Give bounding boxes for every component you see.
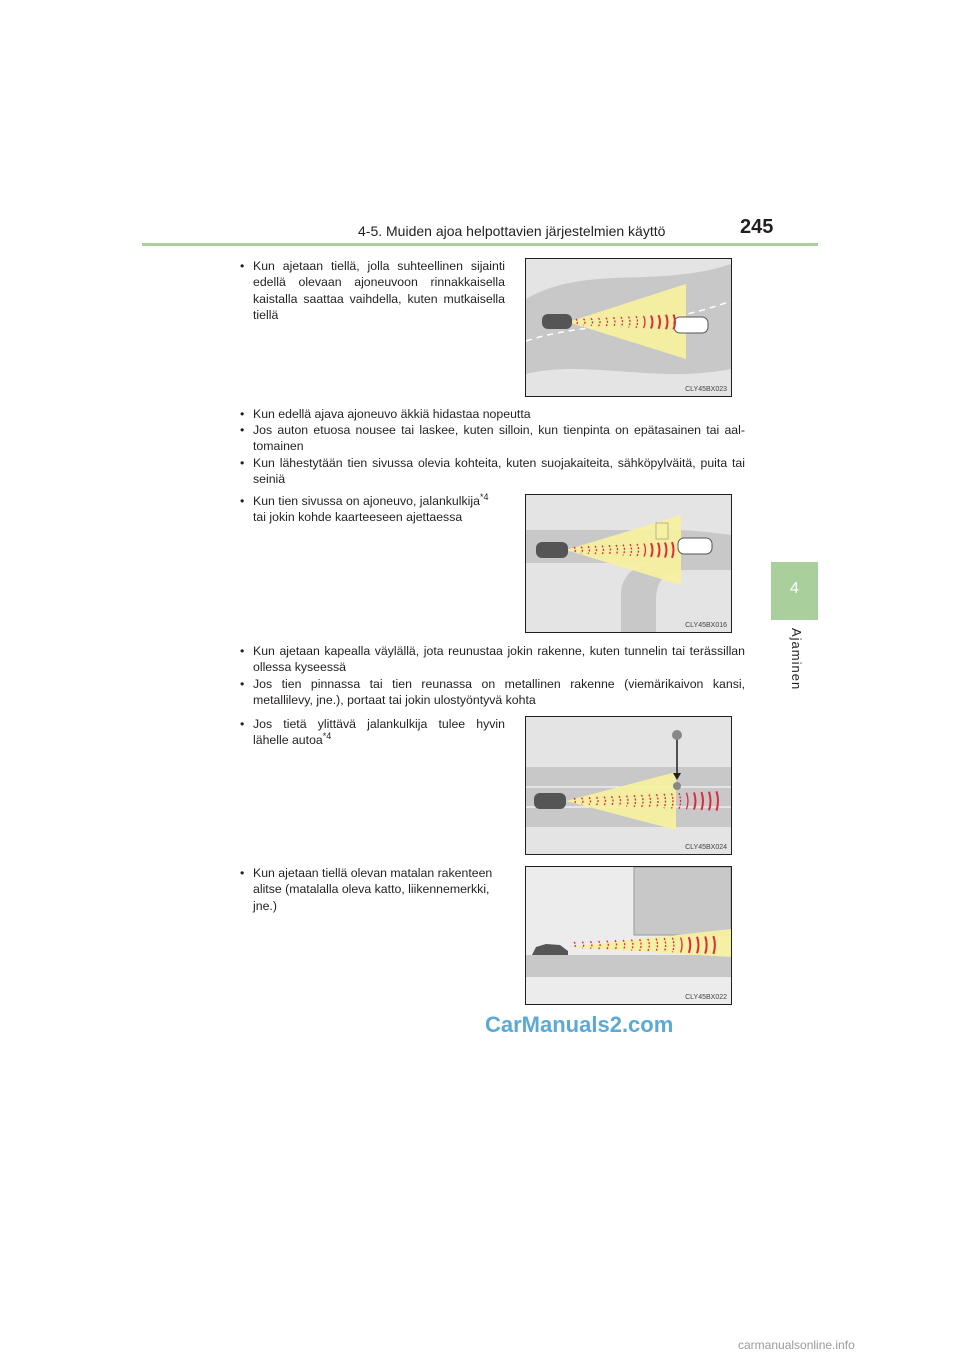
- bullet: •: [240, 644, 245, 658]
- list-item: [240, 258, 505, 323]
- footnote-ref: *4: [322, 731, 332, 742]
- watermark-carmanuals: CarManuals2.com: [485, 1012, 674, 1037]
- section-title: 4-5. Muiden ajoa helpottavien järjestelmien käyttö: [358, 223, 666, 239]
- figure-low-structure: [525, 866, 732, 1005]
- bullet: •: [240, 866, 245, 880]
- figure-code: CLY45BX023: [685, 386, 727, 393]
- bullet: •: [240, 456, 245, 470]
- list-item: [240, 676, 745, 709]
- bullet: •: [240, 494, 245, 508]
- watermark-online: carmanualsonline.info: [738, 1338, 855, 1352]
- list-item-text: Kun ajetaan kapealla väylällä, jota reunustaa jokin rakenne, kuten tunnelin tai terässillan ollessa kyseessä: [253, 644, 745, 675]
- page-number: 245: [740, 216, 774, 238]
- bullet: •: [240, 259, 245, 273]
- header-rule: [142, 243, 818, 246]
- bullet: •: [240, 677, 245, 691]
- footnote-ref: *4: [479, 491, 489, 502]
- list-item-text: Kun lähestytään tien sivussa olevia kohteita, kuten suojakaiteita, sähköpylväitä, puita tai seiniä: [253, 456, 745, 487]
- chapter-number: 4: [790, 580, 799, 597]
- list-item-text: Kun tien sivussa on ajoneuvo, jalankulkija: [253, 494, 480, 508]
- list-item: [240, 493, 505, 526]
- list-item: [240, 865, 505, 914]
- list-item: [240, 455, 745, 488]
- bullet: •: [240, 423, 245, 437]
- list-item-text: Jos tien pinnassa tai tien reunassa on metallinen rakenne (viemärikaivon kansi, metallilevy, jne.), portaat tai jokin ulostyöntyvä kohta: [253, 677, 745, 708]
- list-item: [240, 716, 505, 749]
- figure-code: CLY45BX022: [685, 994, 727, 1001]
- chapter-label: Ajaminen: [789, 628, 804, 691]
- chapter-tab: [771, 562, 818, 620]
- bullet: •: [240, 407, 245, 421]
- list-item: [240, 643, 745, 676]
- figure-curved-road: [525, 258, 732, 397]
- list-item: [240, 422, 745, 455]
- bullet: •: [240, 717, 245, 731]
- list-item-text: Kun ajetaan tiellä, jolla suhteellinen sijainti edellä olevaan ajoneuvoon rinnakkaisella kaistalla saattaa vaihdella, kuten mutkaisella tiellä: [253, 259, 505, 322]
- list-item-text: Kun edellä ajava ajoneuvo äkkiä hidastaa nopeutta: [253, 407, 531, 421]
- list-item: [240, 406, 745, 422]
- figure-pedestrian: [525, 716, 732, 855]
- figure-code: CLY45BX016: [685, 622, 727, 629]
- list-item-text: Jos tietä ylittävä jalankulkija tulee hyvin lähelle autoa: [253, 717, 505, 748]
- list-item-text: Jos auton etuosa nousee tai laskee, kuten silloin, kun tienpinta on epätasainen tai aaltomainen: [253, 423, 745, 454]
- figure-curve-roadside: [525, 494, 732, 633]
- list-item-text: Kun ajetaan tiellä olevan matalan rakenteen alitse (matalalla oleva katto, liikennemerkki, jne.): [253, 866, 493, 913]
- list-item-text-cont: tai jokin kohde kaarteeseen ajettaessa: [253, 510, 463, 525]
- figure-code: CLY45BX024: [685, 844, 727, 851]
